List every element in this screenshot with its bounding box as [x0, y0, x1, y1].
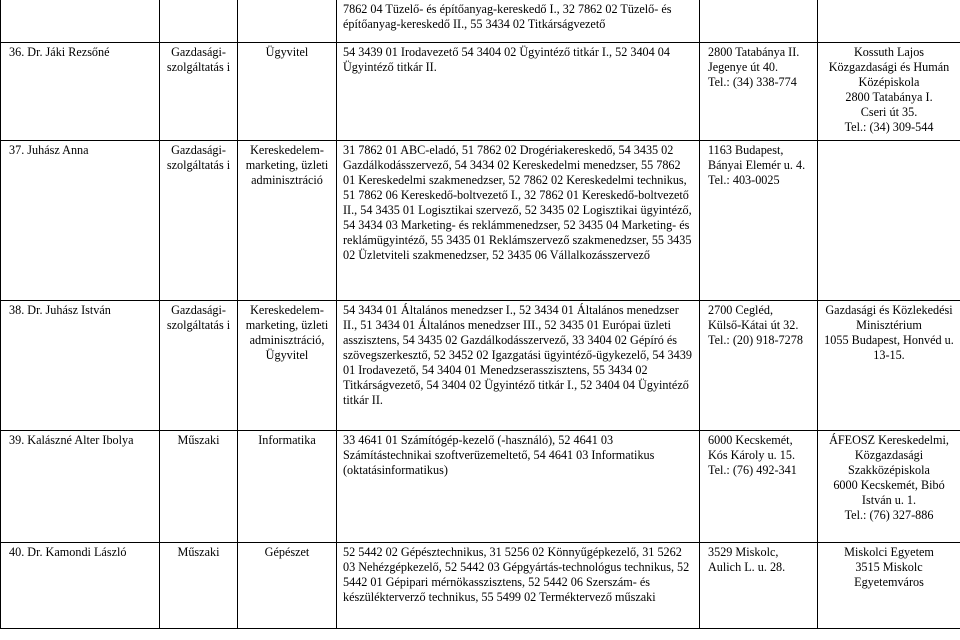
- entry-specialty: Kereskedelem-marketing, üzleti adminisztráció, Ügyvitel: [238, 300, 337, 430]
- entry-address: [700, 42, 818, 140]
- entry-organization: [818, 0, 960, 42]
- organization-phone: Tel.: (34) 309-544: [844, 119, 934, 134]
- address-line: Jegenye út 40.: [708, 59, 779, 74]
- organization-line: 6000 Kecskemét, Bibó István u. 1.: [833, 477, 945, 507]
- address-line: Aulich L. u. 28.: [708, 559, 786, 574]
- entry-qualifications: 54 3434 01 Általános menedzser I., 52 3434 01 Általános menedzser II., 51 3434 01 Általános menedzser III., 52 3435 01 Európai üzleti asszisztens, 54 3435 02 Gazdálkodásszervező, 33 3404 02 Gépíró és szövegszerkesztő, 52 3452 02 Igazgatási ügyintéző-ügykezelő, 54 3439 01 Irodavezető, 54 3404 01 Menedzserasszisztens, 55 3434 02 Titkárságvezető, 54 3404 02 Ügyintéző titkár I., 52 3404 04 Ügyintéző titkár II.: [337, 300, 700, 430]
- address-line: 2700 Cegléd,: [708, 302, 773, 317]
- entry-category: Műszaki: [160, 430, 238, 542]
- entry-specialty: Ügyvitel: [238, 42, 337, 140]
- entry-category: Gazdasági-szolgáltatás i: [160, 42, 238, 140]
- table-row: [1, 300, 960, 430]
- entry-qualifications: 7862 04 Tüzelő- és építőanyag-kereskedő I., 32 7862 02 Tüzelő- és építőanyag-kereskedő II., 55 3434 02 Titkárságvezető: [337, 0, 700, 42]
- entry-organization: [818, 140, 960, 300]
- address-line: Kós Károly u. 15.: [708, 447, 795, 462]
- table-row: [1, 542, 960, 628]
- entry-address: [700, 430, 818, 542]
- entry-organization: [818, 430, 960, 542]
- entry-address: [700, 300, 818, 430]
- entry-name: 36. Dr. Jáki Rezsőné: [1, 42, 160, 140]
- organization-line: 1055 Budapest, Honvéd u. 13-15.: [824, 332, 954, 362]
- organization-line: Miskolci Egyetem: [844, 544, 934, 559]
- address-line: 6000 Kecskemét,: [708, 432, 793, 447]
- address-phone: Tel.: (20) 918-7278: [708, 332, 803, 347]
- organization-line: 2800 Tatabánya I.: [845, 89, 933, 104]
- entry-name: 40. Dr. Kamondi László: [1, 542, 160, 628]
- entry-address: [700, 0, 818, 42]
- entry-qualifications: 54 3439 01 Irodavezető 54 3404 02 Ügyintéző titkár I., 52 3404 04 Ügyintéző titkár II.: [337, 42, 700, 140]
- entry-specialty: Kereskedelem-marketing, üzleti adminisztráció: [238, 140, 337, 300]
- address-line: Külső-Kátai út 32.: [708, 317, 799, 332]
- entry-qualifications: 31 7862 01 ABC-eladó, 51 7862 02 Drogériakereskedő, 54 3435 02 Gazdálkodásszervező, 54 3434 02 Kereskedelmi menedzser, 55 7862 01 Kereskedelmi szakmenedzser, 52 7862 02 Kereskedelmi technikus, 51 7862 06 Kereskedő-boltvezető I., 32 7862 01 Kereskedő-boltvezető II., 54 3435 01 Logisztikai szervező, 52 3435 02 Logisztikai ügyintéző, 54 3434 03 Marketing- és reklámmenedzser, 52 3435 04 Marketing- és reklámügyintéző, 55 3435 01 Reklámszervező szakmenedzser, 55 3435 02 Üzletviteli szakmenedzser, 52 3435 06 Vállalkozásszervező: [337, 140, 700, 300]
- entry-name: 38. Dr. Juhász István: [1, 300, 160, 430]
- table-row: [1, 0, 960, 42]
- entry-qualifications: 33 4641 01 Számítógép-kezelő (-használó), 52 4641 03 Számítástechnikai szoftverüzemeltető, 54 4641 03 Informatikus (oktatásinformatikus): [337, 430, 700, 542]
- address-line: 2800 Tatabánya II.: [708, 44, 800, 59]
- address-line: 1163 Budapest,: [708, 142, 784, 157]
- entry-address: [700, 542, 818, 628]
- entry-specialty: [238, 0, 337, 42]
- entry-organization: [818, 300, 960, 430]
- address-phone: Tel.: (76) 492-341: [708, 462, 797, 477]
- entry-category: [160, 0, 238, 42]
- entry-qualifications: 52 5442 02 Gépésztechnikus, 31 5256 02 Könnyűgépkezelő, 31 5262 03 Nehézgépkezelő, 52 5442 03 Gépgyártás-technológus technikus, 52 5442 01 Gépipari mérnökasszisztens, 52 5442 06 Szerszám- és készülékterverző technikus, 55 5499 02 Terméktervező műszaki: [337, 542, 700, 628]
- entry-category: Gazdasági-szolgáltatás i: [160, 300, 238, 430]
- organization-line: 3515 Miskolc: [855, 559, 923, 574]
- entry-organization: [818, 542, 960, 628]
- organization-line: ÁFEOSZ Kereskedelmi, Közgazdasági Szakközépiskola: [829, 432, 949, 477]
- entry-name: 37. Juhász Anna: [1, 140, 160, 300]
- entry-specialty: Gépészet: [238, 542, 337, 628]
- address-phone: Tel.: (34) 338-774: [708, 74, 797, 89]
- table-row: [1, 430, 960, 542]
- entry-name: 39. Kalászné Alter Ibolya: [1, 430, 160, 542]
- organization-line: Kossuth Lajos Közgazdasági és Humán Középiskola: [828, 44, 950, 89]
- organization-line: Egyetemváros: [854, 574, 924, 589]
- entry-category: Gazdasági-szolgáltatás i: [160, 140, 238, 300]
- organization-line: Cseri út 35.: [860, 104, 918, 119]
- entry-name: [1, 0, 160, 42]
- entry-organization: [818, 42, 960, 140]
- entry-address: [700, 140, 818, 300]
- address-phone: Tel.: 403-0025: [708, 172, 780, 187]
- entry-specialty: Informatika: [238, 430, 337, 542]
- entry-category: Műszaki: [160, 542, 238, 628]
- address-line: 3529 Miskolc,: [708, 544, 779, 559]
- table-row: [1, 140, 960, 300]
- address-line: Bányai Elemér u. 4.: [708, 157, 806, 172]
- organization-line: Gazdasági és Közlekedési Minisztérium: [825, 302, 953, 332]
- organization-phone: Tel.: (76) 327-886: [844, 507, 934, 522]
- table-row: [1, 42, 960, 140]
